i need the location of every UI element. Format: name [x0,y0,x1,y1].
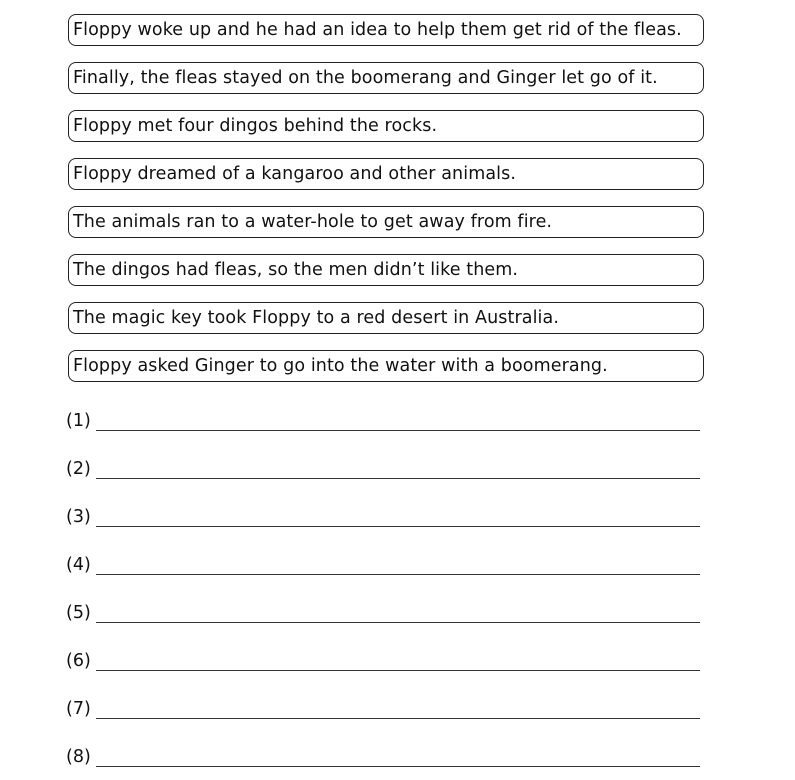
answer-number: (8) [66,747,91,767]
answer-input-6[interactable] [96,652,700,671]
sentence-box: Floppy woke up and he had an idea to help them get rid of the fleas. [68,14,704,46]
answer-input-7[interactable] [96,700,700,719]
answer-number: (3) [66,507,91,527]
answer-input-5[interactable] [96,604,700,623]
answer-row [66,479,700,527]
sentence-box: Floppy dreamed of a kangaroo and other animals. [68,158,704,190]
answer-row [66,405,700,431]
answer-row [66,671,700,719]
sentence-box: The magic key took Floppy to a red desert in Australia. [68,302,704,334]
answer-number: (6) [66,651,91,671]
sentence-box: The animals ran to a water-hole to get away from fire. [68,206,704,238]
answer-number: (1) [66,411,91,431]
sentence-box: The dingos had fleas, so the men didn’t like them. [68,254,704,286]
answer-number: (7) [66,699,91,719]
answer-input-2[interactable] [96,460,700,479]
answer-row [66,623,700,671]
answer-number: (2) [66,459,91,479]
answer-input-4[interactable] [96,556,700,575]
answer-row [66,527,700,575]
answer-row [66,575,700,623]
sentence-box: Floppy asked Ginger to go into the water with a boomerang. [68,350,704,382]
answer-row [66,719,700,767]
sentence-box: Finally, the fleas stayed on the boomerang and Ginger let go of it. [68,62,704,94]
sentence-box: Floppy met four dingos behind the rocks. [68,110,704,142]
answer-row [66,431,700,479]
sentence-list [68,14,704,398]
answer-input-8[interactable] [96,748,700,767]
answer-list [66,405,700,767]
answer-number: (5) [66,603,91,623]
answer-input-3[interactable] [96,508,700,527]
answer-input-1[interactable] [96,412,700,431]
answer-number: (4) [66,555,91,575]
